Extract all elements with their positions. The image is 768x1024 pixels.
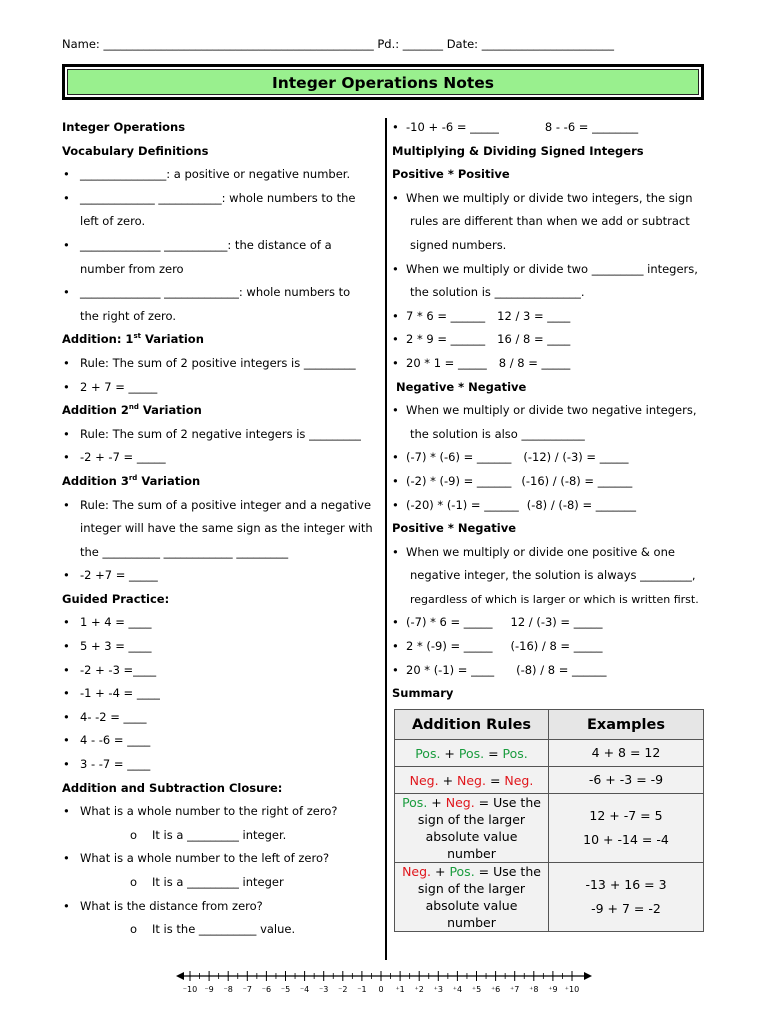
section-heading-addition-3: Addition 3rd Variation — [62, 473, 201, 488]
addition-3-rule-cont: integer will have the same sign as the integer with — [80, 521, 373, 536]
closure-answer-2: o It is a _________ integer — [62, 871, 380, 895]
table-row — [395, 740, 704, 767]
number-line-label: ⁺8 — [529, 985, 539, 994]
table-row — [395, 794, 704, 863]
closure-question-3: • What is the distance from zero? — [62, 895, 380, 919]
vocab-item-3: • ______________ ___________: the distance of a — [62, 234, 380, 258]
table-row — [395, 767, 704, 794]
column-divider — [385, 118, 387, 960]
name-pd-date-line[interactable]: Name: _______________________________________________ Pd.: _______ Date: _______________________ — [62, 37, 614, 51]
example-cell: -6 + -3 = -9 — [549, 767, 704, 794]
pos-neg-example: • 2 * (-9) = _____ (-16) / 8 = _____ — [392, 635, 712, 659]
pos-pos-bullet-2: • When we multiply or divide two _________ integers, — [392, 258, 712, 282]
closure-answer-1: o It is a _________ integer. — [62, 824, 380, 848]
guided-item: • 1 + 4 = ____ — [62, 611, 380, 635]
number-line-label: ⁻5 — [280, 985, 291, 994]
guided-item: • 5 + 3 = ____ — [62, 635, 380, 659]
number-line-label: ⁺3 — [433, 985, 443, 994]
number-line-label: ⁺10 — [564, 985, 580, 994]
section-heading-pos-neg: Positive * Negative — [392, 521, 517, 536]
number-line-label: 0 — [378, 985, 384, 994]
pos-pos-bullet-1-cont-2: signed numbers. — [410, 237, 507, 252]
example-cell: -13 + 16 = 3 -9 + 7 = -2 — [549, 863, 704, 932]
pos-neg-bullet-1-cont: negative integer, the solution is always _________, — [410, 568, 696, 583]
vocab-item-4-cont: the right of zero. — [80, 308, 177, 323]
addition-3-rule-cont-2: the __________ ____________ _________ — [80, 544, 289, 559]
vocab-item-2-cont: left of zero. — [80, 214, 146, 229]
title-banner — [62, 64, 704, 100]
guided-item: • -1 + -4 = ____ — [62, 682, 380, 706]
rule-cell: Neg. + Neg. = Neg. — [395, 767, 549, 794]
table-row — [395, 863, 704, 932]
section-heading-vocabulary: Vocabulary Definitions — [62, 143, 209, 158]
number-line-label: ⁺6 — [490, 985, 501, 994]
subtraction-examples: • -10 + -6 = _____ 8 - -6 = ________ — [392, 116, 712, 140]
section-heading-multiply-divide: Multiplying & Dividing Signed Integers — [392, 143, 644, 158]
summary-table — [394, 709, 704, 932]
number-line-label: ⁺1 — [395, 985, 405, 994]
section-heading-integer-operations: Integer Operations — [62, 120, 186, 134]
pos-pos-example: • 7 * 6 = ______ 12 / 3 = ____ — [392, 305, 712, 329]
table-header-rules: Addition Rules — [395, 710, 549, 740]
section-heading-addition-2: Addition 2nd Variation — [62, 403, 202, 418]
number-line-label: ⁺5 — [471, 985, 482, 994]
number-line-label: ⁻2 — [338, 985, 348, 994]
closure-question-1: • What is a whole number to the right of zero? — [62, 800, 380, 824]
example-cell: 4 + 8 = 12 — [549, 740, 704, 767]
addition-2-rule: • Rule: The sum of 2 negative integers is _________ — [62, 423, 380, 447]
number-line-label: ⁻4 — [299, 985, 310, 994]
vocab-item-4: • ______________ _____________: whole numbers to — [62, 281, 380, 305]
number-line-label: ⁻1 — [357, 985, 367, 994]
number-line-label: ⁺2 — [414, 985, 424, 994]
number-line-label: ⁻7 — [242, 985, 252, 994]
neg-neg-example: • (-7) * (-6) = ______ (-12) / (-3) = _____ — [392, 446, 712, 470]
pos-neg-example: • (-7) * 6 = _____ 12 / (-3) = _____ — [392, 611, 712, 635]
section-heading-closure: Addition and Subtraction Closure: — [62, 780, 283, 795]
table-header-examples: Examples — [549, 710, 704, 740]
neg-neg-bullet-1-cont: the solution is also ___________ — [410, 426, 585, 441]
addition-2-example: • -2 + -7 = _____ — [62, 446, 380, 470]
closure-question-2: • What is a whole number to the left of zero? — [62, 847, 380, 871]
guided-item: • 4- -2 = ____ — [62, 706, 380, 730]
rule-cell: Pos. + Neg. = Use the sign of the larger absolute value number — [395, 794, 549, 863]
pos-neg-bullet-1: • When we multiply or divide one positive & one — [392, 541, 712, 565]
rule-cell: Pos. + Pos. = Pos. — [395, 740, 549, 767]
addition-3-example: • -2 +7 = _____ — [62, 564, 380, 588]
section-heading-neg-neg: Negative * Negative — [396, 379, 527, 394]
number-line-label: ⁺7 — [510, 985, 520, 994]
number-line-label: ⁻3 — [319, 985, 329, 994]
number-line-label: ⁻8 — [223, 985, 233, 994]
neg-neg-example: • (-20) * (-1) = ______ (-8) / (-8) = _______ — [392, 494, 712, 518]
number-line — [174, 966, 594, 1006]
number-line-label: ⁻9 — [204, 985, 214, 994]
guided-item: • 4 - -6 = ____ — [62, 729, 380, 753]
pos-pos-example: • 2 * 9 = ______ 16 / 8 = ____ — [392, 328, 712, 352]
right-arrow-icon — [584, 972, 592, 980]
pos-pos-bullet-1: • When we multiply or divide two integers, the sign — [392, 187, 712, 211]
vocab-item-1: • _______________: a positive or negative number. — [62, 163, 380, 187]
pos-neg-example: • 20 * (-1) = ____ (-8) / 8 = ______ — [392, 659, 712, 683]
pos-neg-bullet-1-cont-2: regardless of which is larger or which is written first. — [410, 592, 699, 606]
rule-cell: Neg. + Pos. = Use the sign of the larger absolute value number — [395, 863, 549, 932]
section-heading-summary: Summary — [392, 686, 454, 701]
vocab-item-3-cont: number from zero — [80, 261, 184, 276]
neg-neg-bullet-1: • When we multiply or divide two negative integers, — [392, 399, 712, 423]
pos-pos-example: • 20 * 1 = _____ 8 / 8 = _____ — [392, 352, 712, 376]
pos-pos-bullet-2-cont: the solution is _______________. — [410, 285, 585, 300]
section-heading-pos-pos: Positive * Positive — [392, 167, 510, 182]
addition-1-example: • 2 + 7 = _____ — [62, 376, 380, 400]
right-column — [392, 116, 712, 706]
closure-answer-3: o It is the __________ value. — [62, 918, 380, 942]
example-cell: 12 + -7 = 5 10 + -14 = -4 — [549, 794, 704, 863]
addition-1-rule: • Rule: The sum of 2 positive integers is _________ — [62, 352, 380, 376]
number-line-label: ⁻6 — [261, 985, 272, 994]
vocab-item-2: • _____________ ___________: whole numbers to the — [62, 187, 380, 211]
section-heading-addition-1: Addition: 1st Variation — [62, 332, 204, 347]
number-line-label: ⁺4 — [452, 985, 463, 994]
page-title: Integer Operations Notes — [67, 69, 699, 95]
pos-pos-bullet-1-cont: rules are different than when we add or subtract — [410, 214, 690, 229]
guided-item: • 3 - -7 = ____ — [62, 753, 380, 777]
left-column — [62, 116, 380, 942]
number-line-label: ⁻10 — [182, 985, 198, 994]
section-heading-guided-practice: Guided Practice: — [62, 591, 170, 606]
number-line-label: ⁺9 — [548, 985, 558, 994]
left-arrow-icon — [176, 972, 184, 980]
guided-item: • -2 + -3 =____ — [62, 659, 380, 683]
neg-neg-example: • (-2) * (-9) = ______ (-16) / (-8) = ______ — [392, 470, 712, 494]
addition-3-rule: • Rule: The sum of a positive integer and a negative — [62, 494, 380, 518]
